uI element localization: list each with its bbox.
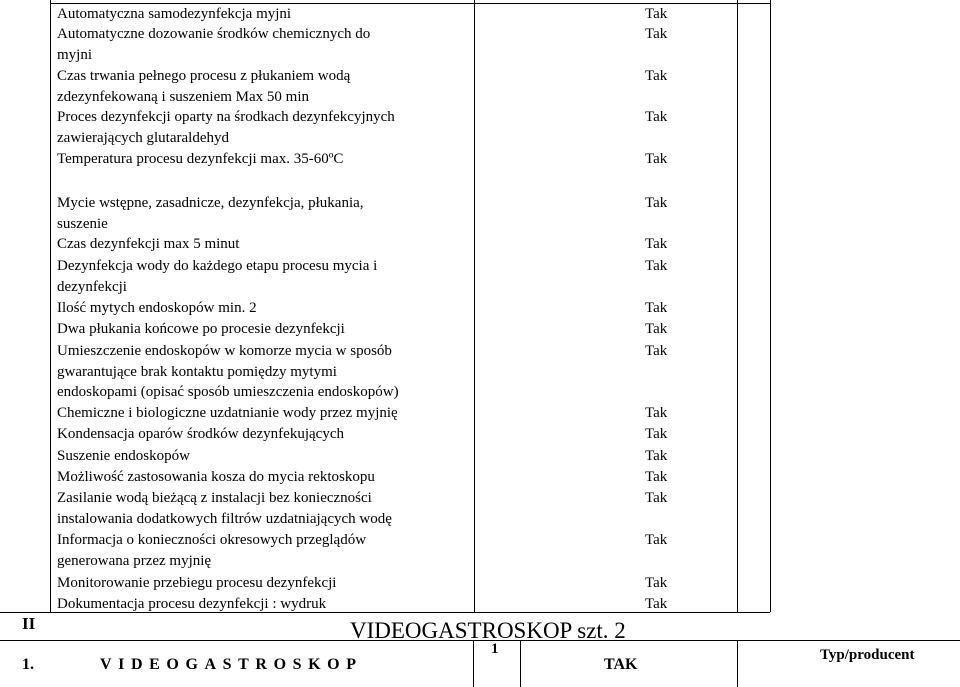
spec-value: Tak [645,532,668,548]
spec-description: Automatyczna samodezynfekcja myjni [57,6,292,22]
spec-value: Tak [645,469,668,485]
spec-description: Czas trwania pełnego procesu z płukaniem wodą zdezynfekowaną i suszeniem Max 50 min [57,68,351,105]
spec-value: Tak [645,258,668,274]
spec-description: Kondensacja oparów środków dezynfekujących [57,426,344,442]
spec-description: Suszenie endoskopów [57,448,190,464]
grid-line-left [50,0,51,612]
item-number: 1. [22,656,34,673]
spec-description: Informacja o konieczności okresowych przeglądów generowana przez myjnię [57,532,367,569]
item-quantity: 1 [491,641,499,657]
spec-value: Tak [645,426,668,442]
spec-value: Tak [645,300,668,316]
spec-value: Tak [645,343,668,359]
grid-line-bottom-3 [737,640,738,687]
spec-value: Tak [645,151,668,167]
spec-value: Tak [645,490,668,506]
spec-description: Chemiczne i biologiczne uzdatnianie wody przez myjnię [57,405,398,421]
spec-description: Automatyczne dozowanie środków chemicznych do myjni [57,26,371,63]
column-header-type-producer: Typ/producent [820,647,915,663]
spec-value: Tak [645,195,668,211]
spec-description: Dezynfekcja wody do każdego etapu procesu mycia i dezynfekcji [57,258,378,295]
spec-description: Mycie wstępne, zasadnicze, dezynfekcja, płukania, suszenie [57,195,364,232]
spec-description: Czas dezynfekcji max 5 minut [57,236,240,252]
spec-description: Monitorowanie przebiegu procesu dezynfekcji [57,575,337,591]
spec-description: Ilość mytych endoskopów min. 2 [57,300,257,316]
section-number: II [22,614,36,633]
grid-line-right [770,0,771,612]
spec-description: Temperatura procesu dezynfekcji max. 35-60ºC [57,151,344,167]
spec-value: Tak [645,68,668,84]
section-title: VIDEOGASTROSKOP szt. 2 [350,618,626,643]
spec-description: Zasilanie wodą bieżącą z instalacji bez konieczności instalowania dodatkowych filtrów uzdatniających wodę [57,490,392,527]
spec-description: Dokumentacja procesu dezynfekcji : wydruk [57,596,327,612]
spec-description: Dwa płukania końcowe po procesie dezynfekcji [57,321,345,337]
spec-value: Tak [645,321,668,337]
item-name: VIDEOGASTROSKOP [100,656,363,673]
spec-value: Tak [645,109,668,125]
spec-description: Umieszczenie endoskopów w komorze mycia w sposób gwarantujące brak kontaktu pomiędzy mytymi endoskopami (opisać sposób umieszczenia endoskopów) [57,343,399,400]
spec-value: Tak [645,596,668,612]
spec-description: Możliwość zastosowania kosza do mycia rektoskopu [57,469,375,485]
spec-description: Proces dezynfekcji oparty na środkach dezynfekcyjnych zawierających glutaraldehyd [57,109,395,146]
grid-line-value-end [737,0,738,612]
spec-value: Tak [645,6,668,22]
grid-line-bottom-1 [473,640,474,687]
grid-line-bottom-2 [520,640,521,687]
spec-value: Tak [645,448,668,464]
spec-value: Tak [645,405,668,421]
spec-value: Tak [645,575,668,591]
item-required: TAK [604,656,638,673]
spec-value: Tak [645,236,668,252]
spec-value: Tak [645,26,668,42]
